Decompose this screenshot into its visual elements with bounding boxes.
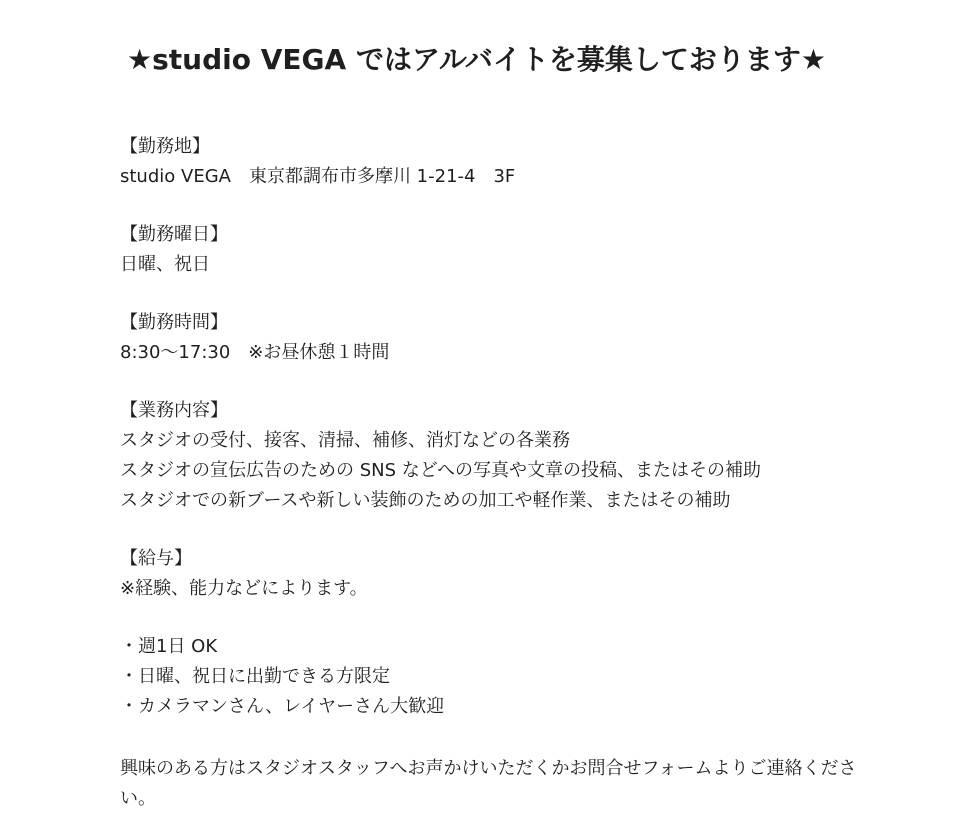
section-line: スタジオでの新ブースや新しい装飾のための加工や軽作業、またはその補助	[120, 490, 731, 511]
section-line: studio VEGA 東京都調布市多摩川 1-21-4 3F	[120, 166, 516, 187]
bullet-item: ・カメラマンさん、レイヤーさん大歓迎	[120, 696, 445, 717]
section-line: 日曜、祝日	[120, 254, 210, 275]
section-line: ※経験、能力などによります。	[120, 578, 368, 599]
section-salary	[120, 544, 873, 604]
section-work-hours	[120, 308, 873, 368]
bullet-list	[120, 632, 873, 722]
section-job-description	[120, 396, 873, 516]
page-title: ★studio VEGA ではアルバイトを募集しております★	[127, 43, 826, 76]
section-line: スタジオの受付、接客、清掃、補修、消灯などの各業務	[120, 430, 570, 451]
section-line: スタジオの宣伝広告のための SNS などへの写真や文章の投稿、またはその補助	[120, 460, 762, 481]
section-work-location	[120, 132, 873, 192]
section-line: 8:30～17:30 ※お昼休憩１時間	[120, 342, 390, 363]
section-work-days	[120, 220, 873, 280]
document-body	[0, 132, 953, 814]
section-heading: 【勤務曜日】	[120, 224, 228, 245]
section-heading: 【勤務地】	[120, 136, 210, 157]
contact-note: 興味のある方はスタジオスタッフへお声かけいただくかお問合せフォームよりご連絡ください。	[120, 758, 857, 809]
bullet-item: ・週1日 OK	[120, 636, 218, 657]
section-heading: 【業務内容】	[120, 400, 228, 421]
bullet-item: ・日曜、祝日に出勤できる方限定	[120, 666, 390, 687]
section-heading: 【給与】	[120, 548, 192, 569]
section-heading: 【勤務時間】	[120, 312, 228, 333]
